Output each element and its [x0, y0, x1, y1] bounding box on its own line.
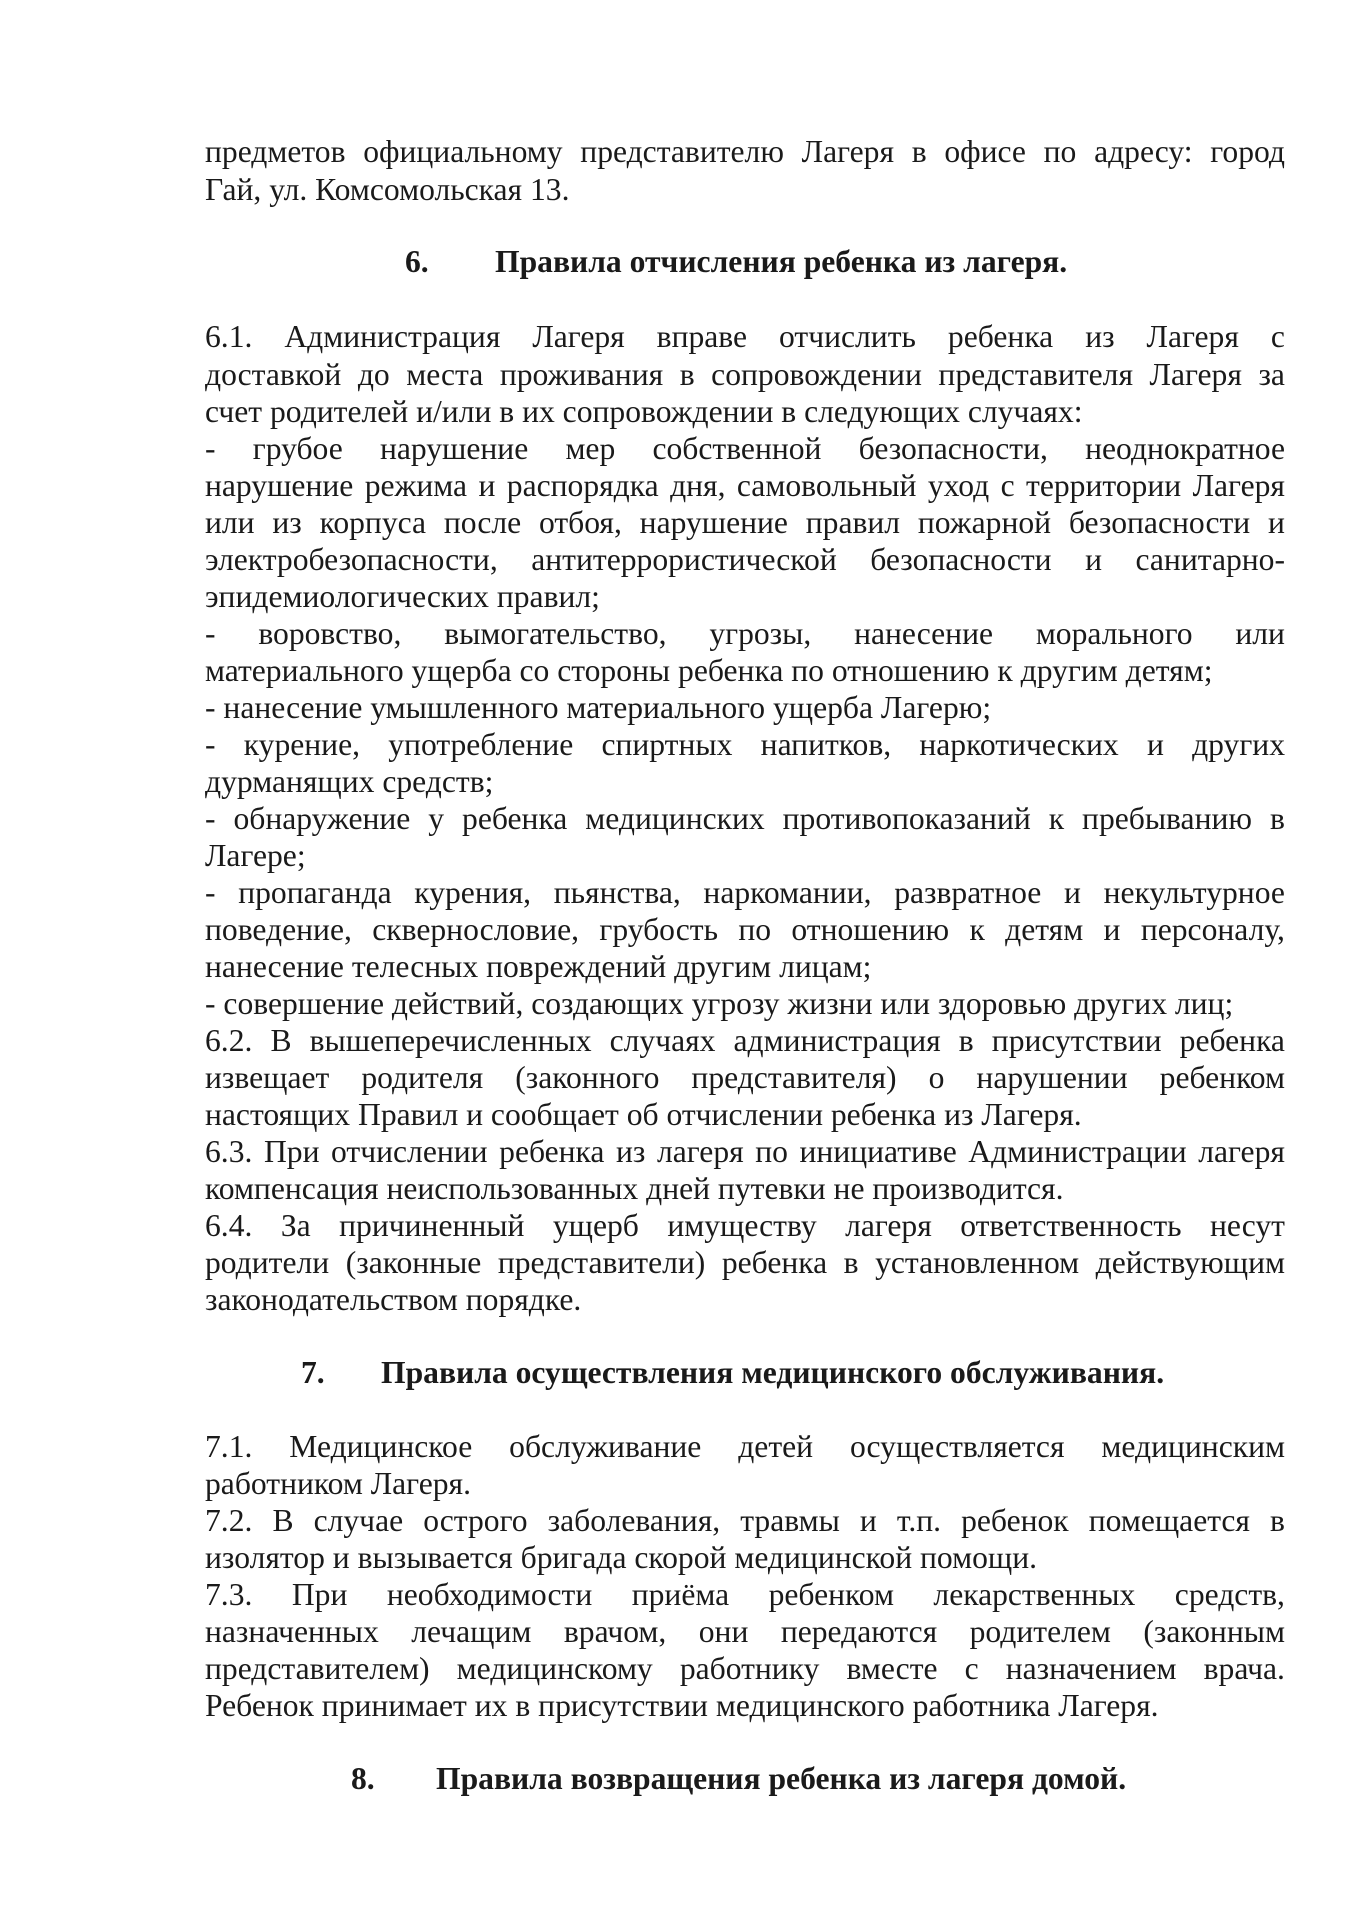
paragraph-line: Ребенок принимает их в присутствии медицинского работника Лагеря. — [205, 1688, 1159, 1723]
paragraph-line: - пропаганда курения, пьянства, наркомании, развратное и некультурное — [205, 875, 1285, 910]
intro-line: Гай, ул. Комсомольская 13. — [205, 172, 570, 207]
paragraph-line: 6.1. Администрация Лагеря вправе отчислить ребенка из Лагеря с — [205, 319, 1285, 354]
paragraph-line: электробезопасности, антитеррористической безопасности и санитарно- — [205, 542, 1285, 577]
paragraph-line: поведение, сквернословие, грубость по отношению к детям и персоналу, — [205, 912, 1285, 947]
paragraph-line: доставкой до места проживания в сопровождении представителя Лагеря за — [205, 357, 1285, 392]
section-number: 8. — [351, 1761, 375, 1796]
paragraph-line: 6.2. В вышеперечисленных случаях администрация в присутствии ребенка — [205, 1023, 1285, 1058]
paragraph-line: представителем) медицинскому работнику вместе с назначением врача. — [205, 1651, 1285, 1686]
paragraph-line: эпидемиологических правил; — [205, 579, 600, 614]
section-number: 7. — [301, 1355, 325, 1390]
section-title: Правила отчисления ребенка из лагеря. — [495, 244, 1068, 279]
paragraph-line: 7.1. Медицинское обслуживание детей осуществляется медицинским — [205, 1429, 1285, 1464]
paragraph-line: или из корпуса после отбоя, нарушение правил пожарной безопасности и — [205, 505, 1285, 540]
paragraph-line: - совершение действий, создающих угрозу жизни или здоровью других лиц; — [205, 986, 1234, 1021]
paragraph-line: - грубое нарушение мер собственной безопасности, неоднократное — [205, 431, 1285, 466]
paragraph-line: Лагере; — [205, 838, 306, 873]
paragraph-line: материального ущерба со стороны ребенка по отношению к другим детям; — [205, 653, 1213, 688]
paragraph-line: изолятор и вызывается бригада скорой медицинской помощи. — [205, 1540, 1038, 1575]
paragraph-line: дурманящих средств; — [205, 764, 494, 799]
paragraph-line: 6.4. За причиненный ущерб имуществу лагеря ответственность несут — [205, 1208, 1285, 1243]
paragraph-line: - курение, употребление спиртных напитков, наркотических и других — [205, 727, 1285, 762]
paragraph-line: извещает родителя (законного представителя) о нарушении ребенком — [205, 1060, 1285, 1095]
paragraph-line: назначенных лечащим врачом, они передаются родителем (законным — [205, 1614, 1285, 1649]
paragraph-line: - нанесение умышленного материального ущерба Лагерю; — [205, 690, 992, 725]
section-title: Правила осуществления медицинского обслуживания. — [381, 1355, 1165, 1390]
paragraph-line: компенсация неиспользованных дней путевки не производится. — [205, 1171, 1064, 1206]
paragraph-line: 7.3. При необходимости приёма ребенком лекарственных средств, — [205, 1577, 1285, 1612]
paragraph-line: - воровство, вымогательство, угрозы, нанесение морального или — [205, 616, 1285, 651]
paragraph-line: 7.2. В случае острого заболевания, травмы и т.п. ребенок помещается в — [205, 1503, 1285, 1538]
paragraph-line: - обнаружение у ребенка медицинских противопоказаний к пребыванию в — [205, 801, 1285, 836]
paragraph-line: настоящих Правил и сообщает об отчислении ребенка из Лагеря. — [205, 1097, 1082, 1132]
paragraph-line: нарушение режима и распорядка дня, самовольный уход с территории Лагеря — [205, 468, 1285, 503]
paragraph-line: 6.3. При отчислении ребенка из лагеря по инициативе Администрации лагеря — [205, 1134, 1285, 1169]
paragraph-line: счет родителей и/или в их сопровождении в следующих случаях: — [205, 394, 1083, 429]
paragraph-line: нанесение телесных повреждений другим лицам; — [205, 949, 872, 984]
section-title: Правила возвращения ребенка из лагеря домой. — [436, 1761, 1127, 1796]
intro-line: предметов официальному представителю Лагеря в офисе по адресу: город — [205, 134, 1285, 169]
paragraph-line: родители (законные представители) ребенка в установленном действующим — [205, 1245, 1285, 1280]
section-number: 6. — [405, 244, 429, 279]
paragraph-line: работником Лагеря. — [205, 1466, 471, 1501]
paragraph-line: законодательством порядке. — [205, 1282, 582, 1317]
